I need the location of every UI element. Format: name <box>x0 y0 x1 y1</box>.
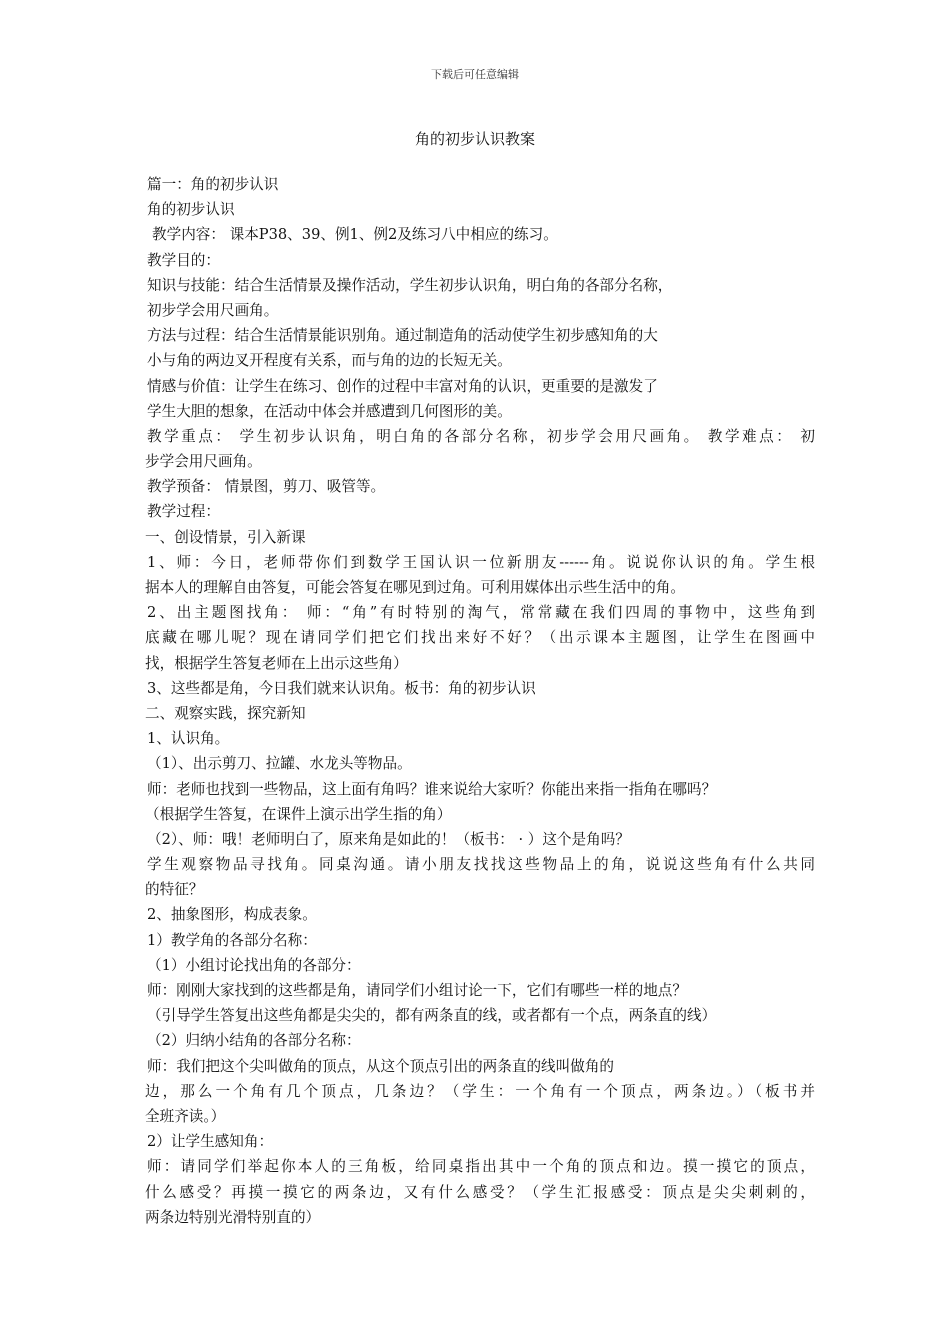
text-line: 师：老师也找到一些物品，这上面有角吗？谁来说给大家听？你能出来指一指角在哪吗？ <box>147 780 717 798</box>
text-line: 1、认识角。 <box>147 730 230 748</box>
document-title: 角的初步认识教案 <box>414 130 535 148</box>
text-line: 3、这些都是角，今日我们就来认识角。板书：角的初步认识 <box>147 679 536 697</box>
text-line: 教学目的： <box>147 251 220 269</box>
text-line: 步学会用尺画角。 <box>145 453 262 471</box>
text-line: （1）、出示剪刀、拉罐、水龙头等物品。 <box>147 755 412 773</box>
text-line: 两条边特别光滑特别直的） <box>145 1208 321 1226</box>
text-line: （2）归纳小结角的各部分名称： <box>147 1032 361 1050</box>
text-line: 二、观察实践，探究新知 <box>145 704 306 722</box>
text-line: 底藏在哪儿呢？现在请同学们把它们找出来好不好？（出示课本主题图，让学生在图画中 <box>145 629 815 647</box>
text-line: 角的初步认识 <box>147 201 235 219</box>
text-line: 2、抽象图形，构成表象。 <box>147 906 317 924</box>
text-line: 方法与过程：结合生活情景能识别角。通过制造角的活动使学生初步感知角的大 <box>147 327 658 345</box>
text-line: 1、师：今日，老师带你们到数学王国认识一位新朋友------角。说说你认识的角。学生根 <box>147 553 815 571</box>
text-line: 全班齐读。） <box>145 1107 226 1125</box>
text-line: 2、出主题图找角： 师：“角”有时特别的淘气，常常藏在我们四周的事物中，这些角到 <box>147 604 815 622</box>
text-line: 师：请同学们举起你本人的三角板，给同桌指出其中一个角的顶点和边。摸一摸它的顶点， <box>147 1158 815 1176</box>
text-line: 据本人的理解自由答复，可能会答复在哪见到过角。可利用媒体出示些生活中的角。 <box>145 579 685 596</box>
text-line: 教学内容： 课本P38、39、例1、例2及练习八中相应的练习。 <box>152 226 558 244</box>
text-line: 什么感受？再摸一摸它的两条边，又有什么感受？（学生汇报感受：顶点是尖尖刺刺的， <box>145 1183 815 1201</box>
text-line: 教学过程： <box>147 503 220 521</box>
text-line: 学生大胆的想象，在活动中体会并感遭到几何图形的美。 <box>147 402 512 420</box>
text-line: 篇一：角的初步认识 <box>147 176 279 193</box>
text-line: （根据学生答复，在课件上演示出学生指的角） <box>145 805 452 823</box>
text-line: 教学预备： 情景图，剪刀、吸管等。 <box>147 478 386 496</box>
text-line: 边，那么一个角有几个顶点，几条边？（学生：一个角有一个顶点，两条边。）（板书并 <box>145 1082 815 1100</box>
text-line: 找，根据学生答复老师在上出示这些角） <box>145 654 408 672</box>
text-line: 知识与技能：结合生活情景及操作活动，学生初步认识角，明白角的各部分名称， <box>147 276 673 294</box>
text-line: 1）教学角的各部分名称： <box>147 931 317 949</box>
text-line: （2）、师：哦！老师明白了，原来角是如此的！（板书： · ）这个是角吗？ <box>147 830 630 848</box>
text-line: 2）让学生感知角： <box>147 1133 274 1151</box>
text-line: 一、创设情景，引入新课 <box>145 528 306 546</box>
text-line: （引导学生答复出这些角都是尖尖的，都有两条直的线，或者都有一个点，两条直的线） <box>147 1007 717 1025</box>
text-line: （1）小组讨论找出角的各部分： <box>147 956 361 974</box>
text-line: 师：刚刚大家找到的这些都是角，请同学们小组讨论一下，它们有哪些一样的地点？ <box>147 982 687 999</box>
text-line: 学生观察物品寻找角。同桌沟通。请小朋友找找这些物品上的角，说说这些角有什么共同 <box>147 856 815 874</box>
text-line: 小与角的两边叉开程度有关系，而与角的边的长短无关。 <box>147 352 512 370</box>
text-line: 师：我们把这个尖叫做角的顶点，从这个顶点引出的两条直的线叫做角的 <box>147 1057 615 1075</box>
header-note: 下载后可任意编辑 <box>431 68 519 81</box>
text-line: 情感与价值：让学生在练习、创作的过程中丰富对角的认识，更重要的是激发了 <box>147 377 658 395</box>
text-line: 教学重点： 学生初步认识角，明白角的各部分名称，初步学会用尺画角。 教学难点： 初 <box>147 427 815 445</box>
text-line: 初步学会用尺画角。 <box>147 301 279 319</box>
document-body <box>145 172 815 1230</box>
text-line: 的特征？ <box>145 881 204 899</box>
